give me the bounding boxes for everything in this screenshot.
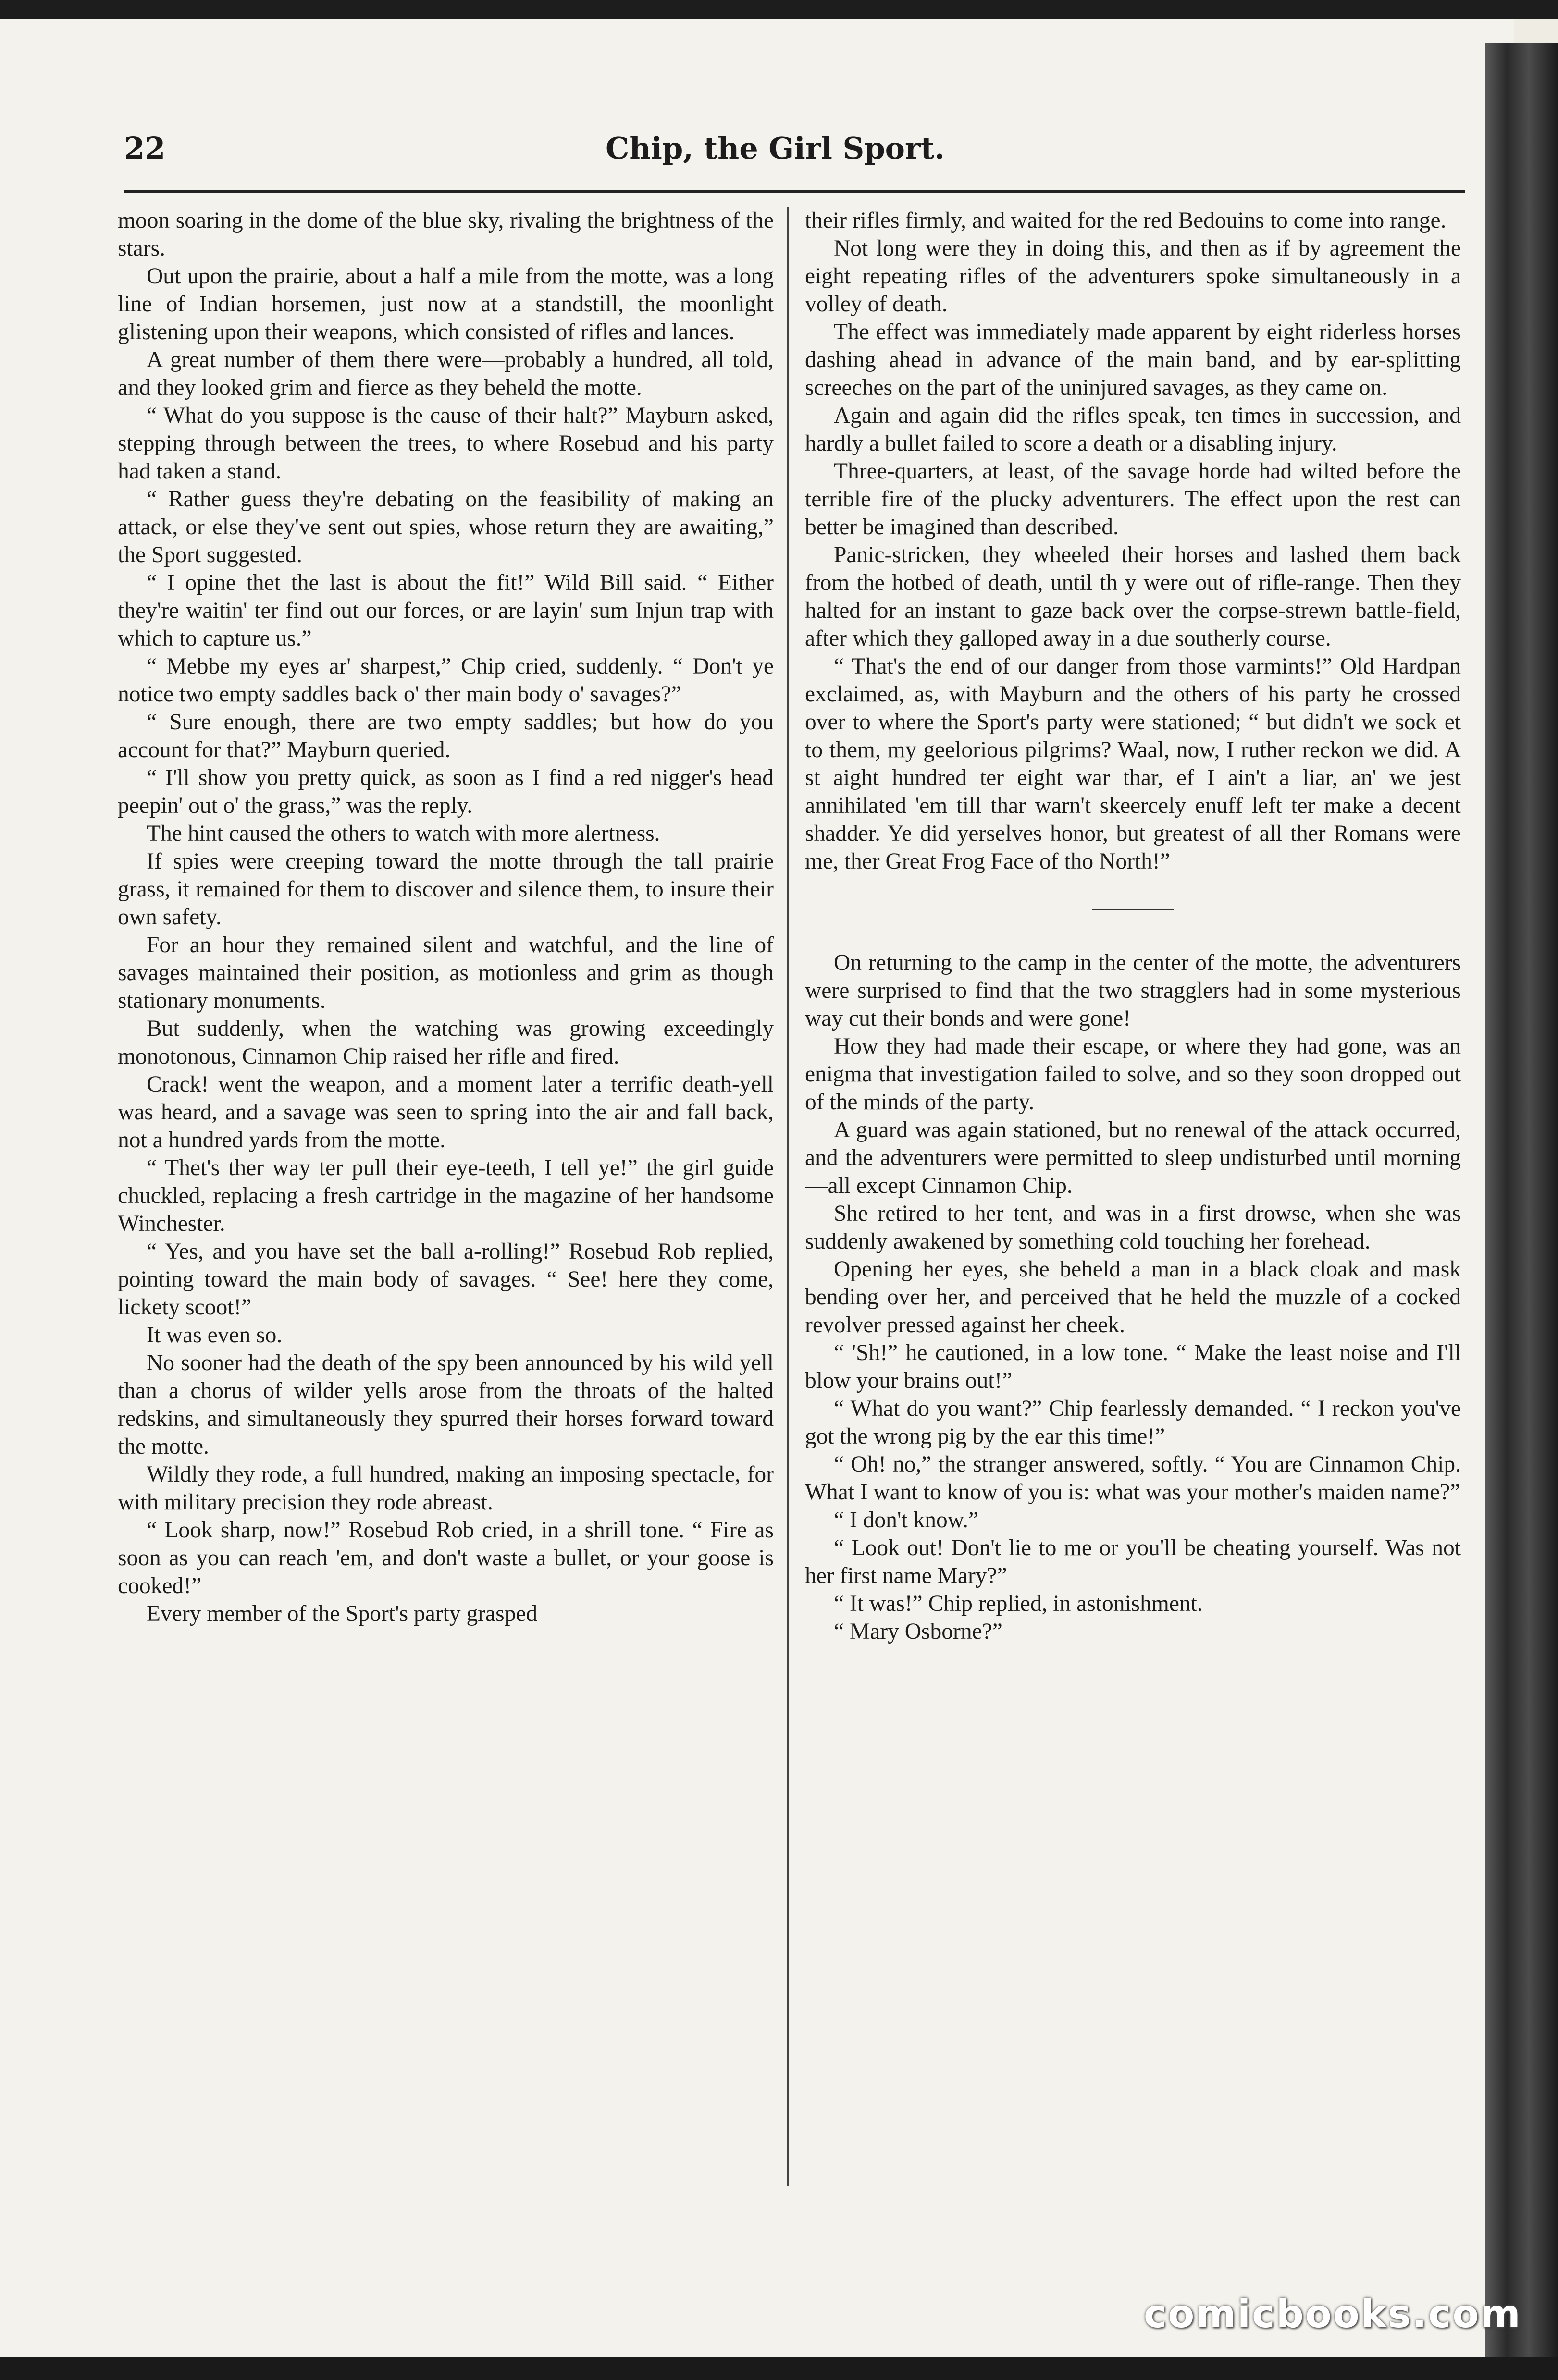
paragraph: “ Look out! Don't lie to me or you'll be cheating yourself. Was not her first name Mary?” xyxy=(805,1535,1461,1588)
paragraph: Opening her eyes, she beheld a man in a black cloak and mask bending over her, and perceived that he held the muzzle of a cocked revolver pressed against her cheek. xyxy=(805,1257,1461,1337)
paragraph: Three-quarters, at least, of the savage horde had wilted before the terrible fire of the plucky adventurers. The effect upon the rest can better be imagined than described. xyxy=(805,459,1461,540)
site-watermark: comicbooks.com xyxy=(1144,2292,1522,2336)
paragraph: Wildly they rode, a full hundred, making an imposing spectacle, for with military precision they rode abreast. xyxy=(118,1462,774,1515)
paragraph: “ What do you suppose is the cause of their halt?” Mayburn asked, stepping through between the trees, to where Rosebud and his party had taken a stand. xyxy=(118,403,774,484)
paragraph: Crack! went the weapon, and a moment later a terrific death-yell was heard, and a savage was seen to spring into the air and fall back, not a hundred yards from the motte. xyxy=(118,1072,774,1153)
paragraph: If spies were creeping toward the motte through the tall prairie grass, it remained for them to discover and silence them, to insure their own safety. xyxy=(118,849,774,930)
paragraph: A great number of them there were—probably a hundred, all told, and they looked grim and fierce as they beheld the motte. xyxy=(118,347,774,400)
paragraph: The effect was immediately made apparent by eight riderless horses dashing ahead in advance of the main band, and by ear-splitting screeches on the part of the uninjured savages, as they came on. xyxy=(805,319,1461,400)
paragraph: It was even so. xyxy=(147,1323,283,1348)
paragraph: “ Rather guess they're debating on the feasibility of making an attack, or else they've sent out spies, whose return they are awaiting,” the Sport suggested. xyxy=(118,487,774,567)
paragraph: “ Oh! no,” the stranger answered, softly. “ You are Cinnamon Chip. What I want to know of you is: what was your mother's maiden name?” xyxy=(805,1452,1461,1505)
paragraph: “ Look sharp, now!” Rosebud Rob cried, in a shrill tone. “ Fire as soon as you can reach 'em, and don't waste a bullet, or your goose is cooked!” xyxy=(118,1518,774,1598)
header-rule xyxy=(124,190,1465,193)
paragraph: Again and again did the rifles speak, ten times in succession, and hardly a bullet failed to score a death or a disabling injury. xyxy=(805,403,1461,456)
paragraph: “ That's the end of our danger from those varmints!” Old Hardpan exclaimed, as, with Mayburn and the others of his party he crossed over to where the Sport's party were stationed; “ but didn't we sock et to them, my geelorious pilgrims? Waal, now, I ruther reckon we did. A st aight hundred ter eight war thar, ef I ain't a liar, an' we jest annihilated 'em till thar warn't skeercely enuff left ter make a decent shadder. Ye did yerselves honor, but greatest of all ther Romans were me, ther Great Frog Face of tho North!” xyxy=(805,654,1461,874)
paragraph: A guard was again stationed, but no renewal of the attack occurred, and the adventurers were permitted to sleep undisturbed until morning—all except Cinnamon Chip. xyxy=(805,1117,1461,1198)
section-break-rule xyxy=(1092,909,1174,910)
paragraph: “ 'Sh!” he cautioned, in a low tone. “ Make the least noise and I'll blow your brains out!” xyxy=(805,1340,1461,1393)
paragraph: “ I opine thet the last is about the fit!” Wild Bill said. “ Either they're waitin' ter find out our forces, or are layin' sum Injun trap with which to capture us.” xyxy=(118,570,774,651)
paragraph: No sooner had the death of the spy been announced by his wild yell than a chorus of wilder yells arose from the throats of the halted redskins, and simultaneously they spurred their horses forward toward the motte. xyxy=(118,1350,774,1459)
paragraph: “ Mebbe my eyes ar' sharpest,” Chip cried, suddenly. “ Don't ye notice two empty saddles back o' ther main body o' savages?” xyxy=(118,654,774,707)
paragraph: On returning to the camp in the center of the motte, the adventurers were surprised to find that the two stragglers had in some mysterious way cut their bonds and were gone! xyxy=(805,950,1461,1031)
paragraph: Not long were they in doing this, and then as if by agreement the eight repeating rifles of the adventurers spoke simultaneously in a volley of death. xyxy=(805,236,1461,317)
paragraph: “ Thet's ther way ter pull their eye-teeth, I tell ye!” the girl guide chuckled, replacing a fresh cartridge in the magazine of her handsome Winchester. xyxy=(118,1155,774,1236)
paragraph: The hint caused the others to watch with more alertness. xyxy=(147,821,660,846)
page-number: 22 xyxy=(124,131,166,166)
paragraph: Panic-stricken, they wheeled their horses and lashed them back from the hotbed of death, until th y were out of rifle-range. Then they halted for an instant to gaze back over the corpse-strewn battle-field, after which they galloped away in a due southerly course. xyxy=(805,542,1461,651)
paragraph: their rifles firmly, and waited for the red Bedouins to come into range. xyxy=(805,208,1447,233)
paragraph: moon soaring in the dome of the blue sky, rivaling the brightness of the stars. xyxy=(118,208,774,261)
paragraph: “ Yes, and you have set the ball a-rolling!” Rosebud Rob replied, pointing toward the main body of savages. “ See! here they come, lickety scoot!” xyxy=(118,1239,774,1320)
paragraph: She retired to her tent, and was in a first drowse, when she was suddenly awakened by something cold touching her forehead. xyxy=(805,1201,1461,1254)
bottom-dark-edge xyxy=(0,2357,1558,2380)
paragraph: “ Mary Osborne?” xyxy=(834,1619,1002,1644)
running-title: Chip, the Girl Sport. xyxy=(606,131,945,166)
column-divider xyxy=(787,207,789,2186)
paragraph: Every member of the Sport's party grasped xyxy=(147,1601,538,1626)
paragraph: “ Sure enough, there are two empty saddles; but how do you account for that?” Mayburn queried. xyxy=(118,710,774,762)
paragraph: “ It was!” Chip replied, in astonishment. xyxy=(834,1591,1203,1616)
paragraph: “ I don't know.” xyxy=(834,1508,978,1533)
paragraph: “ I'll show you pretty quick, as soon as I find a red nigger's head peepin' out o' the grass,” was the reply. xyxy=(118,765,774,818)
top-black-border xyxy=(0,0,1558,19)
paragraph: But suddenly, when the watching was growing exceedingly monotonous, Cinnamon Chip raised her rifle and fired. xyxy=(118,1016,774,1069)
page-binding-edge xyxy=(1485,43,1558,2380)
right-column xyxy=(805,207,1461,2191)
paragraph: Out upon the prairie, about a half a mile from the motte, was a long line of Indian horsemen, just now at a standstill, the moonlight glistening upon their weapons, which consisted of rifles and lances. xyxy=(118,264,774,344)
left-column xyxy=(118,207,774,2191)
paragraph: How they had made their escape, or where they had gone, was an enigma that investigation failed to solve, and so they soon dropped out of the minds of the party. xyxy=(805,1034,1461,1115)
paragraph: For an hour they remained silent and watchful, and the line of savages maintained their position, as motionless and grim as though stationary monuments. xyxy=(118,932,774,1013)
paragraph: “ What do you want?” Chip fearlessly demanded. “ I reckon you've got the wrong pig by the ear this time!” xyxy=(805,1396,1461,1449)
